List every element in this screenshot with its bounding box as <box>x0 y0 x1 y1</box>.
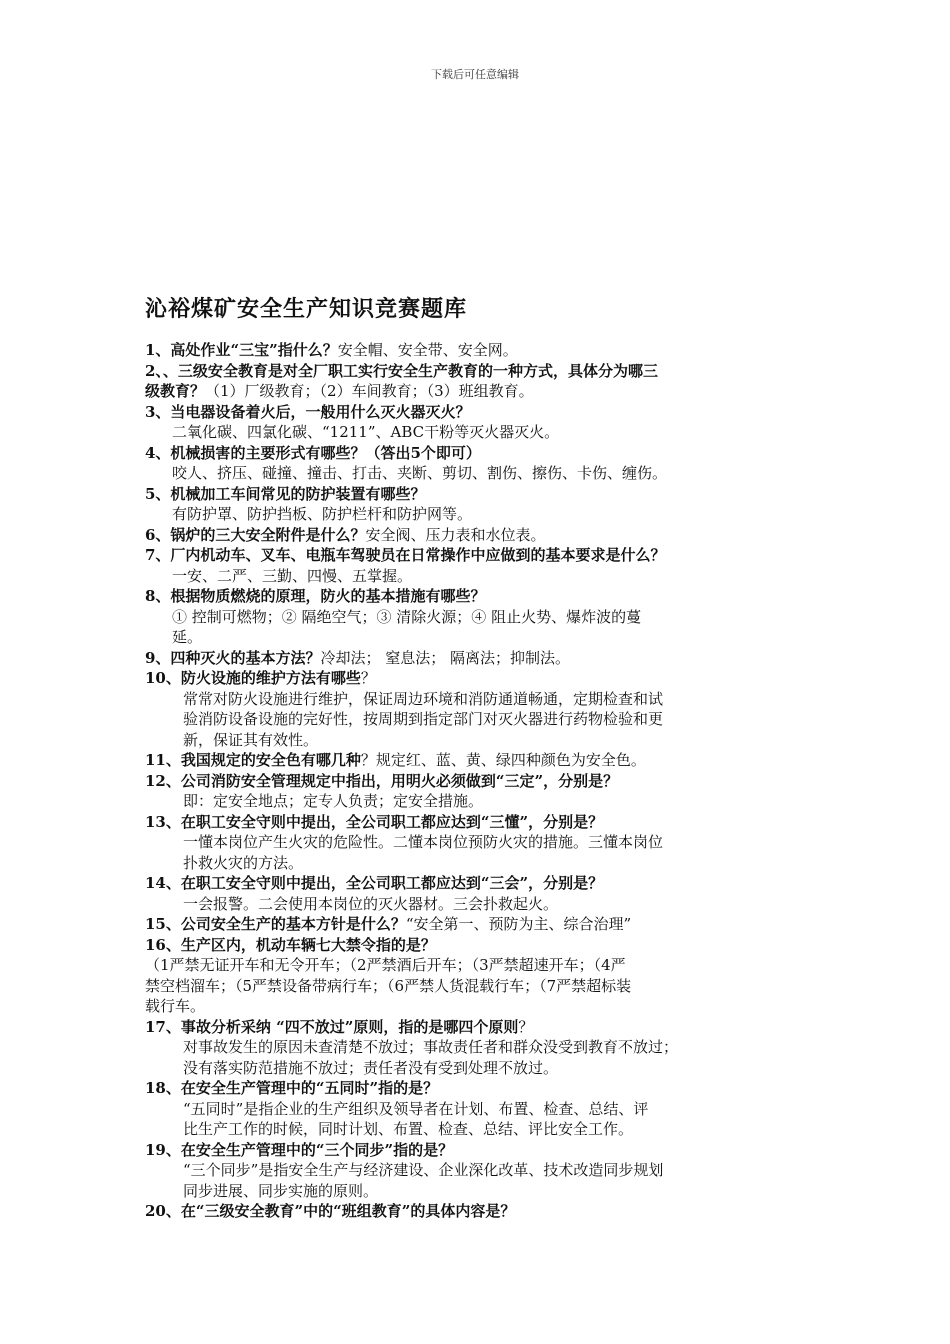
document-line <box>145 402 815 423</box>
question-text: 15、公司安全生产的基本方针是什么？ <box>145 915 406 933</box>
answer-text: 咬人、挤压、碰撞、撞击、打击、夹断、剪切、割伤、擦伤、卡伤、缠伤。 <box>172 464 668 482</box>
document-line <box>145 955 815 976</box>
question-text: 16、生产区内，机动车辆七大禁令指的是？ <box>145 935 436 954</box>
question-text: 11、我国规定的安全色有哪几种 <box>145 751 361 769</box>
answer-text: （1严禁无证开车和无令开车；（2严禁酒后开车；（3严禁超速开车；（4严 <box>145 956 626 974</box>
question-text: 7、厂内机动车、叉车、电瓶车驾驶员在日常操作中应做到的基本要求是什么？ <box>145 546 666 564</box>
question-text: 8、根据物质燃烧的原理，防火的基本措施有哪些？ <box>145 587 486 605</box>
answer-text: 禁空档溜车；（5严禁设备带病行车；（6严禁人货混载行车；（7严禁超标装 <box>145 976 632 995</box>
answer-text: 一安、二严、三勤、四慢、五掌握。 <box>172 566 413 585</box>
page-header-note: 下载后可任意编辑 <box>431 68 519 81</box>
document-line <box>145 1058 815 1079</box>
answer-text: 一会报警。二会使用本岗位的灭火器材。三会扑救起火。 <box>183 894 559 913</box>
document-line <box>145 853 815 874</box>
answer-text: 验消防设备设施的完好性，按周期到指定部门对灭火器进行药物检验和更 <box>183 710 664 728</box>
document-line <box>145 873 815 894</box>
answer-text: 对事故发生的原因未查清楚不放过；事故责任者和群众没受到教育不放过； <box>183 1038 679 1056</box>
document-line <box>145 996 815 1017</box>
document-line <box>145 648 815 669</box>
answer-text: ？ <box>518 1017 534 1036</box>
document-line <box>145 812 815 833</box>
document-line <box>145 771 815 792</box>
document-line <box>145 463 815 484</box>
document-line <box>145 1119 815 1140</box>
document-line <box>145 709 815 730</box>
document-line <box>145 832 815 853</box>
answer-text: 同步进展、同步实施的原则。 <box>183 1181 379 1200</box>
answer-text: ① 控制可燃物；② 隔绝空气；③ 清除火源；④ 阻止火势、爆炸波的蔓 <box>172 607 642 626</box>
document-title: 沁裕煤矿安全生产知识竞赛题库 <box>145 296 468 322</box>
answer-text: （1）厂级教育；（2）车间教育；（3）班组教育。 <box>205 382 534 400</box>
answer-text: 延。 <box>172 628 203 646</box>
document-line <box>145 1078 815 1099</box>
document-line <box>145 361 815 382</box>
answer-text: 二氧化碳、四氯化碳、“1211”、ABC干粉等灭火器灭火。 <box>172 423 560 441</box>
answer-text: “安全第一、预防为主、综合治理” <box>405 915 632 933</box>
answer-text: ？规定红、蓝、黄、绿四种颜色为安全色。 <box>360 751 646 769</box>
question-text: 10、防火设施的维护方法有哪些 <box>145 669 361 687</box>
document-line <box>145 668 815 689</box>
document-line <box>145 545 815 566</box>
answer-text: 冷却法； 窒息法； 隔离法；抑制法。 <box>320 648 570 667</box>
document-line <box>145 1160 815 1181</box>
document-line <box>145 1099 815 1120</box>
question-text: 20、在“三级安全教育”中的“班组教育”的具体内容是？ <box>145 1202 516 1220</box>
document-line <box>145 586 815 607</box>
document-line <box>145 914 815 935</box>
document-line <box>145 730 815 751</box>
question-text: 17、事故分析采纳 “四不放过”原则，指的是哪四个原则 <box>145 1017 519 1036</box>
question-text: 18、在安全生产管理中的“五同时”指的是？ <box>145 1079 439 1097</box>
question-text: 4、机械损害的主要形式有哪些？（答出5个即可） <box>145 443 481 462</box>
answer-text: 扑救火灾的方法。 <box>183 853 304 872</box>
document-line <box>145 1017 815 1038</box>
question-text: 5、机械加工车间常见的防护装置有哪些？ <box>145 484 426 503</box>
document-line <box>145 627 815 648</box>
question-text: 级教育？ <box>145 382 206 400</box>
answer-text: 安全阀、压力表和水位表。 <box>365 525 546 544</box>
question-text: 19、在安全生产管理中的“三个同步”指的是？ <box>145 1140 454 1159</box>
answer-text: “五同时”是指企业的生产组织及领导者在计划、布置、检查、总结、评 <box>183 1099 649 1118</box>
document-line <box>145 484 815 505</box>
document-line <box>145 422 815 443</box>
answer-text: 常常对防火设施进行维护，保证周边环境和消防通道畅通，定期检查和试 <box>183 689 664 708</box>
question-text: 13、在职工安全守则中提出，全公司职工都应达到“三懂”，分别是？ <box>145 812 604 831</box>
document-line <box>145 750 815 771</box>
question-text: 6、锅炉的三大安全附件是什么？ <box>145 525 366 544</box>
answer-text: 安全帽、安全带、安全网。 <box>337 341 518 359</box>
document-line <box>145 1140 815 1161</box>
document-line <box>145 935 815 956</box>
question-list <box>145 340 815 1222</box>
question-text: 2、、三级安全教育是对全厂职工实行安全生产教育的一种方式，具体分为哪三 <box>145 361 658 380</box>
question-text: 3、当电器设备着火后，一般用什么灭火器灭火？ <box>145 402 471 421</box>
answer-text: 即：定安全地点；定专人负责；定安全措施。 <box>183 792 484 810</box>
document-line <box>145 1201 815 1222</box>
document-line <box>145 1181 815 1202</box>
answer-text: 一懂本岗位产生火灾的危险性。二懂本岗位预防火灾的措施。三懂本岗位 <box>183 833 664 851</box>
document-line <box>145 791 815 812</box>
answer-text: ？ <box>360 669 376 687</box>
document-line <box>145 1037 815 1058</box>
document-line <box>145 566 815 587</box>
document-line <box>145 689 815 710</box>
document-line <box>145 443 815 464</box>
document-line <box>145 340 815 361</box>
answer-text: 有防护罩、防护挡板、防护栏杆和防护网等。 <box>172 505 473 523</box>
answer-text: 比生产工作的时候，同时计划、布置、检查、总结、评比安全工作。 <box>183 1120 634 1138</box>
document-line <box>145 894 815 915</box>
question-text: 1、高处作业“三宝”指什么？ <box>145 341 338 359</box>
document-line <box>145 976 815 997</box>
answer-text: 新，保证其有效性。 <box>183 730 319 749</box>
document-line <box>145 525 815 546</box>
answer-text: “三个同步”是指安全生产与经济建设、企业深化改革、技术改造同步规划 <box>183 1161 664 1179</box>
document-line <box>145 504 815 525</box>
answer-text: 没有落实防范措施不放过；责任者没有受到处理不放过。 <box>183 1058 559 1077</box>
question-text: 9、四种灭火的基本方法？ <box>145 648 321 667</box>
document-line <box>145 381 815 402</box>
document-line <box>145 607 815 628</box>
question-text: 12、公司消防安全管理规定中指出，用明火必须做到“三定”，分别是？ <box>145 771 619 790</box>
answer-text: 载行车。 <box>145 997 206 1015</box>
question-text: 14、在职工安全守则中提出，全公司职工都应达到“三会”，分别是？ <box>145 874 604 892</box>
